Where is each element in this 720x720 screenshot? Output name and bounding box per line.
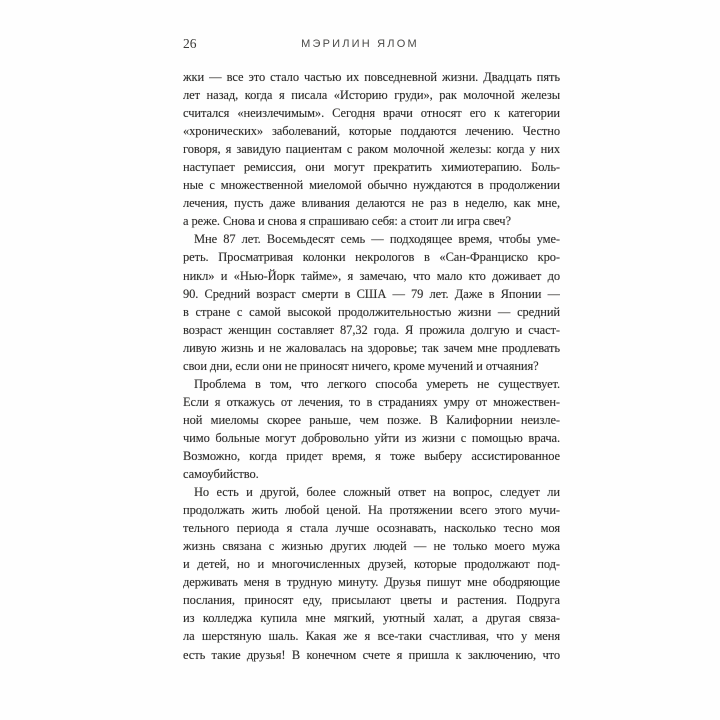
text-line: тельного периода я стала лучше осознавать, насколько тесно моя bbox=[183, 521, 560, 536]
text-line: держивать меня в трудную минуту. Друзья пишут мне ободряющие bbox=[183, 575, 560, 590]
text-line: 90. Средний возраст смерти в США — 79 лет. Даже в Японии — bbox=[183, 286, 560, 301]
text-line: жизнь связана с жизнью других людей — не только моего мужа bbox=[183, 539, 560, 554]
text-line: Если я откажусь от лечения, то в страданиях умру от множествен- bbox=[183, 394, 560, 409]
text-line: чимо больные могут добровольно уйти из жизни с помощью врача. bbox=[183, 430, 560, 445]
text-line: Мне 87 лет. Восемьдесят семь — подходящее время, чтобы уме- bbox=[194, 232, 560, 247]
text-line: ные с множественной миеломой обычно нуждаются в продолжении bbox=[183, 178, 560, 193]
page-body-text bbox=[183, 68, 560, 664]
page-number: 26 bbox=[183, 36, 197, 51]
text-line: из колледжа купила мне мягкий, уютный халат, а другая связа- bbox=[183, 611, 560, 626]
text-line: «хронических» заболеваний, которые поддаются лечению. Честно bbox=[183, 124, 560, 139]
text-line: и детей, но и многочисленных друзей, которые продолжают под- bbox=[183, 557, 560, 572]
text-line: лечения, пусть даже вливания делаются не раз в неделю, как мне, bbox=[183, 196, 560, 211]
running-head-author: МЭРИЛИН ЯЛОМ bbox=[301, 38, 419, 50]
text-line: считался «неизлечимым». Сегодня врачи относят его к категории bbox=[183, 106, 560, 121]
text-line: ливую жизнь и не жаловалась на здоровье; так зачем мне продлевать bbox=[183, 340, 560, 355]
text-line: ла шерстяную шаль. Какая же я все-таки счастливая, что у меня bbox=[183, 629, 560, 644]
text-line: свои дни, если они не приносят ничего, кроме мучений и отчаяния? bbox=[183, 358, 539, 373]
text-line: никл» и «Нью-Йорк тайме», я замечаю, что мало кто доживает до bbox=[183, 268, 560, 283]
text-line: в стране с самой высокой продолжительностью жизни — средний bbox=[183, 304, 560, 319]
text-line: Проблема в том, что легкого способа умереть не существует. bbox=[194, 376, 560, 391]
text-line: продолжать жить любой ценой. На протяжении всего этого мучи- bbox=[183, 503, 560, 518]
text-line: ной миеломы скорее раньше, чем позже. В Калифорнии неизле- bbox=[183, 412, 560, 427]
text-line: жки — все это стало частью их повседневной жизни. Двадцать пять bbox=[183, 70, 560, 84]
text-line: а реже. Снова и снова я спрашиваю себя: а стоит ли игра свеч? bbox=[183, 214, 511, 229]
text-line: есть такие друзья! В конечном счете я пришла к заключению, что bbox=[183, 647, 560, 662]
text-line: лет назад, когда я писала «Историю груди», рак молочной железы bbox=[183, 88, 560, 103]
text-line: Возможно, когда придет время, я тоже выберу ассистированное bbox=[183, 448, 560, 463]
text-line: послания, приносят еду, присылают цветы и растения. Подруга bbox=[183, 593, 560, 608]
text-line: Но есть и другой, более сложный ответ на вопрос, следует ли bbox=[194, 485, 560, 500]
text-line: наступает ремиссия, они могут прекратить химиотерапию. Боль- bbox=[183, 160, 560, 175]
text-line: возраст женщин составляет 87,32 года. Я прожила долгую и счаст- bbox=[183, 322, 560, 337]
text-line: самоубийство. bbox=[183, 467, 259, 482]
text-line: реть. Просматривая колонки некрологов в «Сан-Франциско кро- bbox=[183, 250, 560, 265]
text-line: говоря, я завидую пациентам с раком молочной железы: когда у них bbox=[183, 142, 560, 157]
